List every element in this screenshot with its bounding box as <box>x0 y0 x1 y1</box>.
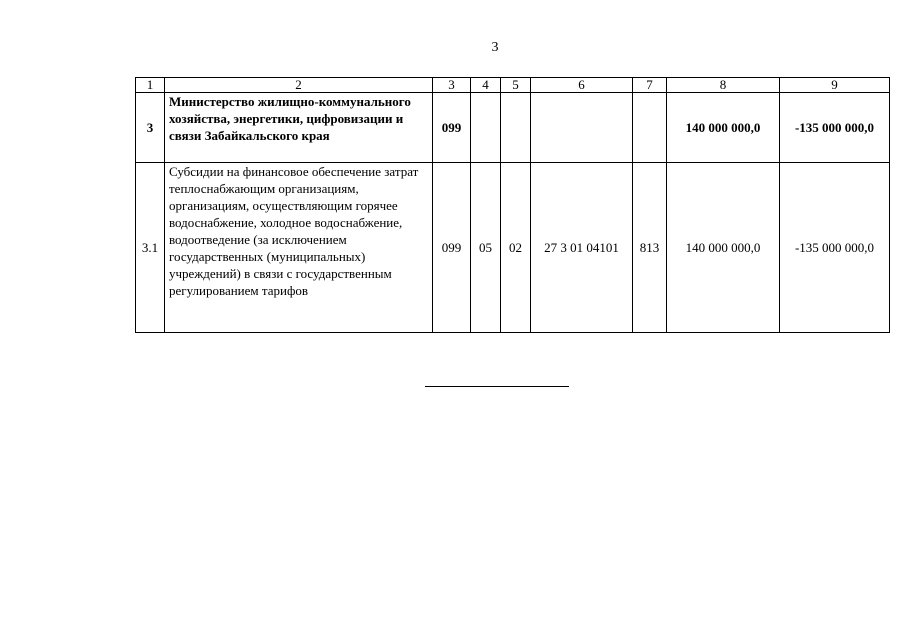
closing-divider <box>425 386 569 387</box>
table-row-subsidy <box>136 163 890 333</box>
row-name-cell: Субсидии на финансовое обеспечение затрат теплоснабжающим организациям, организациям, осуществляющим горячее водоснабжение, холодное водоснабжение, водоотведение (за исключением государственных (муниципальных) учреждений) в связи с государственным регулированием тарифов <box>165 163 433 333</box>
change-cell: -135 000 000,0 <box>780 163 890 333</box>
table-row-ministry <box>136 93 890 163</box>
row-number-cell: 3 <box>136 93 165 163</box>
expense-type-cell <box>633 93 667 163</box>
amount-cell: 140 000 000,0 <box>667 93 780 163</box>
header-cell: 4 <box>471 78 501 93</box>
header-cell: 8 <box>667 78 780 93</box>
table-header-row <box>136 78 890 93</box>
ministry-code-cell: 099 <box>433 163 471 333</box>
header-cell: 1 <box>136 78 165 93</box>
page-number: 3 <box>491 40 499 55</box>
header-cell: 5 <box>501 78 531 93</box>
change-cell: -135 000 000,0 <box>780 93 890 163</box>
row-number-cell: 3.1 <box>136 163 165 333</box>
amount-cell: 140 000 000,0 <box>667 163 780 333</box>
subsection-cell: 02 <box>501 163 531 333</box>
section-cell <box>471 93 501 163</box>
ministry-code-cell: 099 <box>433 93 471 163</box>
subsection-cell <box>501 93 531 163</box>
header-cell: 3 <box>433 78 471 93</box>
target-article-cell <box>531 93 633 163</box>
section-cell: 05 <box>471 163 501 333</box>
header-cell: 6 <box>531 78 633 93</box>
header-cell: 9 <box>780 78 890 93</box>
expense-type-cell: 813 <box>633 163 667 333</box>
row-name-cell: Министерство жилищно-коммунального хозяйства, энергетики, цифровизации и связи Забайкальского края <box>165 93 433 163</box>
budget-table <box>135 77 890 333</box>
header-cell: 2 <box>165 78 433 93</box>
target-article-cell: 27 3 01 04101 <box>531 163 633 333</box>
header-cell: 7 <box>633 78 667 93</box>
